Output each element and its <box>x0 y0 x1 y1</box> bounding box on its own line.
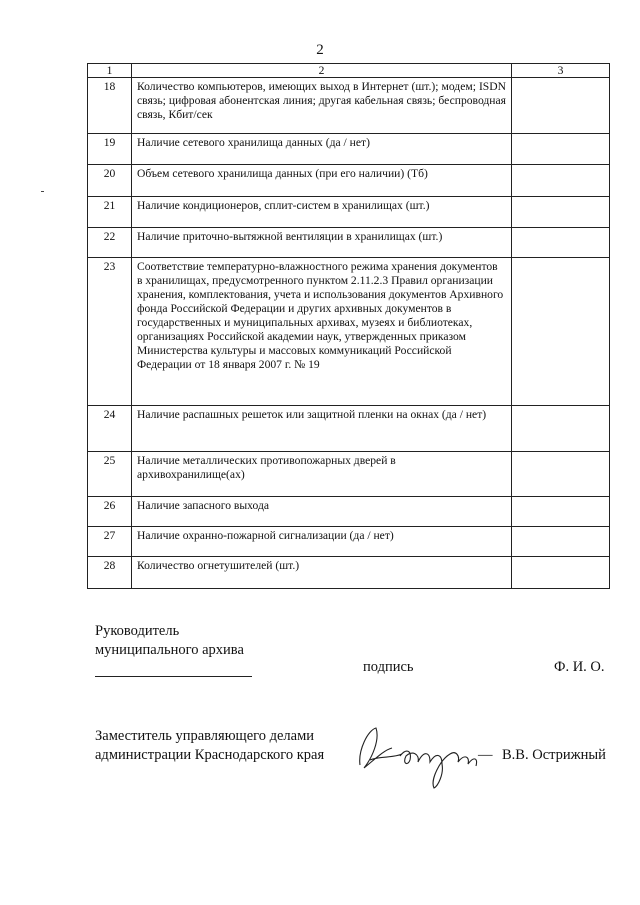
row-value <box>512 165 610 197</box>
row-value <box>512 452 610 497</box>
row-text: Объем сетевого хранилища данных (при его наличии) (Тб) <box>132 165 512 197</box>
column-header-indicator: 2 <box>132 64 512 78</box>
row-text: Наличие металлических противопожарных дверей в архивохранилище(ах) <box>132 452 512 497</box>
row-number: 20 <box>88 165 132 197</box>
row-value <box>512 197 610 228</box>
row-value <box>512 406 610 452</box>
signature-underline <box>95 676 252 677</box>
row-number: 21 <box>88 197 132 228</box>
row-text: Наличие распашных решеток или защитной пленки на окнах (да / нет) <box>132 406 512 452</box>
table-row <box>88 78 610 134</box>
row-number: 23 <box>88 258 132 406</box>
row-number: 28 <box>88 557 132 589</box>
row-number: 25 <box>88 452 132 497</box>
table-header-row <box>88 64 610 78</box>
table-row <box>88 497 610 527</box>
table-row <box>88 557 610 589</box>
table-row <box>88 527 610 557</box>
row-text: Наличие приточно-вытяжной вентиляции в хранилищах (шт.) <box>132 228 512 258</box>
approver-name: В.В. Острижный <box>502 747 606 763</box>
table-row <box>88 165 610 197</box>
row-value <box>512 258 610 406</box>
row-number: 22 <box>88 228 132 258</box>
row-value <box>512 557 610 589</box>
row-text: Наличие кондиционеров, сплит-систем в хранилищах (шт.) <box>132 197 512 228</box>
approver-title-line2: администрации Краснодарского края <box>95 747 325 763</box>
row-value <box>512 497 610 527</box>
approver-dash: — <box>478 747 493 763</box>
row-text: Количество компьютеров, имеющих выход в Интернет (шт.); модем; ISDN связь; цифровая абонентская линия; другая кабельная связь; беспроводная связь, Кбит/сек <box>132 78 512 134</box>
column-header-number: 1 <box>88 64 132 78</box>
head-title-line2: муниципального архива <box>95 642 244 658</box>
row-value <box>512 228 610 258</box>
row-text: Наличие запасного выхода <box>132 497 512 527</box>
row-value <box>512 134 610 165</box>
row-number: 19 <box>88 134 132 165</box>
row-value <box>512 527 610 557</box>
name-label: Ф. И. О. <box>554 659 605 675</box>
row-number: 18 <box>88 78 132 134</box>
row-number: 27 <box>88 527 132 557</box>
column-header-value: 3 <box>512 64 610 78</box>
row-number: 26 <box>88 497 132 527</box>
head-title-line1: Руководитель <box>95 623 180 639</box>
row-text: Соответствие температурно-влажностного режима хранения документов в хранилищах, предусмотренного пунктом 2.11.2.3 Правил организации хранения, комплектования, учета и использования документов Архивного фонда Российской Федерации и других архивных документов в государственных и муниципальных архивах, музеях и библиотеках, организациях Российской академии наук, утвержденных приказом Министерства культуры и массовых коммуникаций Российской Федерации от 18 января 2007 г. № 19 <box>132 258 512 406</box>
data-table <box>87 63 610 589</box>
table-row <box>88 197 610 228</box>
table-row <box>88 452 610 497</box>
row-text: Наличие охранно-пожарной сигнализации (да / нет) <box>132 527 512 557</box>
table-row <box>88 258 610 406</box>
table-row <box>88 134 610 165</box>
page-number: 2 <box>316 42 324 58</box>
margin-mark <box>41 191 44 192</box>
table-row <box>88 228 610 258</box>
row-text: Наличие сетевого хранилища данных (да / нет) <box>132 134 512 165</box>
approver-title-line1: Заместитель управляющего делами <box>95 728 315 744</box>
table-row <box>88 406 610 452</box>
row-text: Количество огнетушителей (шт.) <box>132 557 512 589</box>
signature-label: подпись <box>363 659 414 675</box>
row-number: 24 <box>88 406 132 452</box>
row-value <box>512 78 610 134</box>
